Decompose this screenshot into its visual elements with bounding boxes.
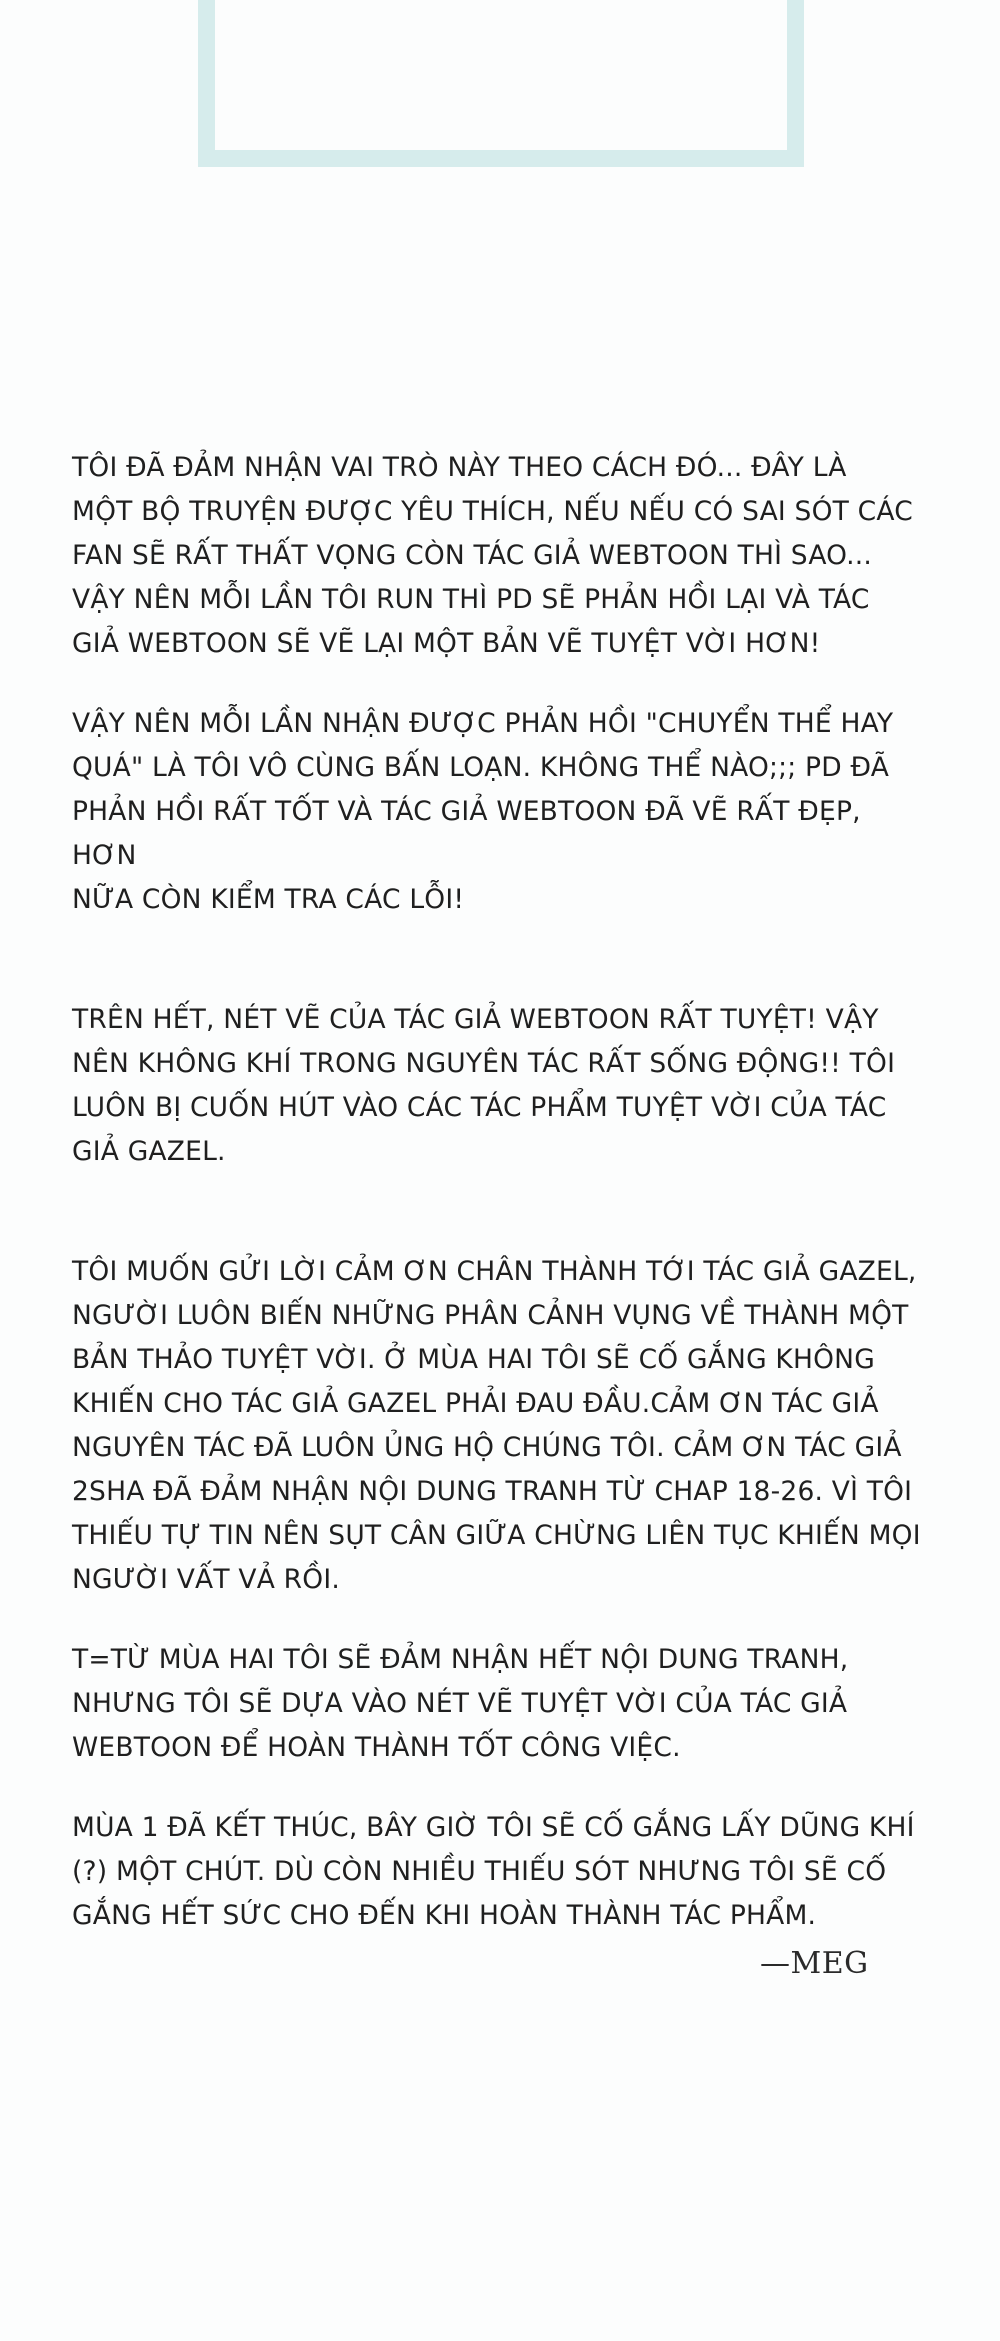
note-paragraph-4: TÔI MUỐN GỬI LỜI CẢM ƠN CHÂN THÀNH TỚI TÁC GIẢ GAZEL, NGƯỜI LUÔN BIẾN NHỮNG PHÂN CẢNH VỤNG VỀ THÀNH MỘT BẢN THẢO TUYỆT VỜI. Ở MÙA HAI TÔI SẼ CỐ GẮNG KHÔNG KHIẾN CHO TÁC GIẢ GAZEL PHẢI ĐAU ĐẦU.CẢM ƠN TÁC GIẢ NGUYÊN TÁC ĐÃ LUÔN ỦNG HỘ CHÚNG TÔI. CẢM ƠN TÁC GIẢ 2SHA ĐÃ ĐẢM NHẬN NỘI DUNG TRANH TỪ CHAP 18-26. VÌ TÔI THIẾU TỰ TIN NÊN SỤT CÂN GIỮA CHỪNG LIÊN TỤC KHIẾN MỌI NGƯỜI VẤT VẢ RỒI. <box>72 1256 921 1595</box>
note-paragraph-2: VẬY NÊN MỖI LẦN NHẬN ĐƯỢC PHẢN HỒI "CHUYỂN THỂ HAY QUÁ" LÀ TÔI VÔ CÙNG BẤN LOẠN. KHÔNG THỂ NÀO;;; PD ĐÃ PHẢN HỒI RẤT TỐT VÀ TÁC GIẢ WEBTOON ĐÃ VẼ RẤT ĐẸP, HƠN NỮA CÒN KIỂM TRA CÁC LỖI! <box>72 708 894 915</box>
note-paragraph-6: MÙA 1 ĐÃ KẾT THÚC, BÂY GIỜ TÔI SẼ CỐ GẮNG LẤY DŨNG KHÍ (?) MỘT CHÚT. DÙ CÒN NHIỀU THIẾU SÓT NHƯNG TÔI SẼ CỐ GẮNG HẾT SỨC CHO ĐẾN KHI HOÀN THÀNH TÁC PHẨM. <box>72 1812 915 1931</box>
decorative-frame <box>198 0 804 167</box>
note-paragraph-3: TRÊN HẾT, NÉT VẼ CỦA TÁC GIẢ WEBTOON RẤT TUYỆT! VẬY NÊN KHÔNG KHÍ TRONG NGUYÊN TÁC RẤT SỐNG ĐỘNG!! TÔI LUÔN BỊ CUỐN HÚT VÀO CÁC TÁC PHẨM TUYỆT VỜI CỦA TÁC GIẢ GAZEL. <box>72 1004 896 1167</box>
author-signature: —MEG <box>760 1946 869 1981</box>
author-note <box>72 446 932 1938</box>
note-paragraph-5: T=TỪ MÙA HAI TÔI SẼ ĐẢM NHẬN HẾT NỘI DUNG TRANH, NHƯNG TÔI SẼ DỰA VÀO NÉT VẼ TUYỆT VỜI CỦA TÁC GIẢ WEBTOON ĐỂ HOÀN THÀNH TỐT CÔNG VIỆC. <box>72 1644 849 1763</box>
note-paragraph-1: TÔI ĐÃ ĐẢM NHẬN VAI TRÒ NÀY THEO CÁCH ĐÓ... ĐÂY LÀ MỘT BỘ TRUYỆN ĐƯỢC YÊU THÍCH, NẾU NẾU CÓ SAI SÓT CÁC FAN SẼ RẤT THẤT VỌNG CÒN TÁC GIẢ WEBTOON THÌ SAO... VẬY NÊN MỖI LẦN TÔI RUN THÌ PD SẼ PHẢN HỒI LẠI VÀ TÁC GIẢ WEBTOON SẼ VẼ LẠI MỘT BẢN VẼ TUYỆT VỜI HƠN! <box>72 452 913 659</box>
